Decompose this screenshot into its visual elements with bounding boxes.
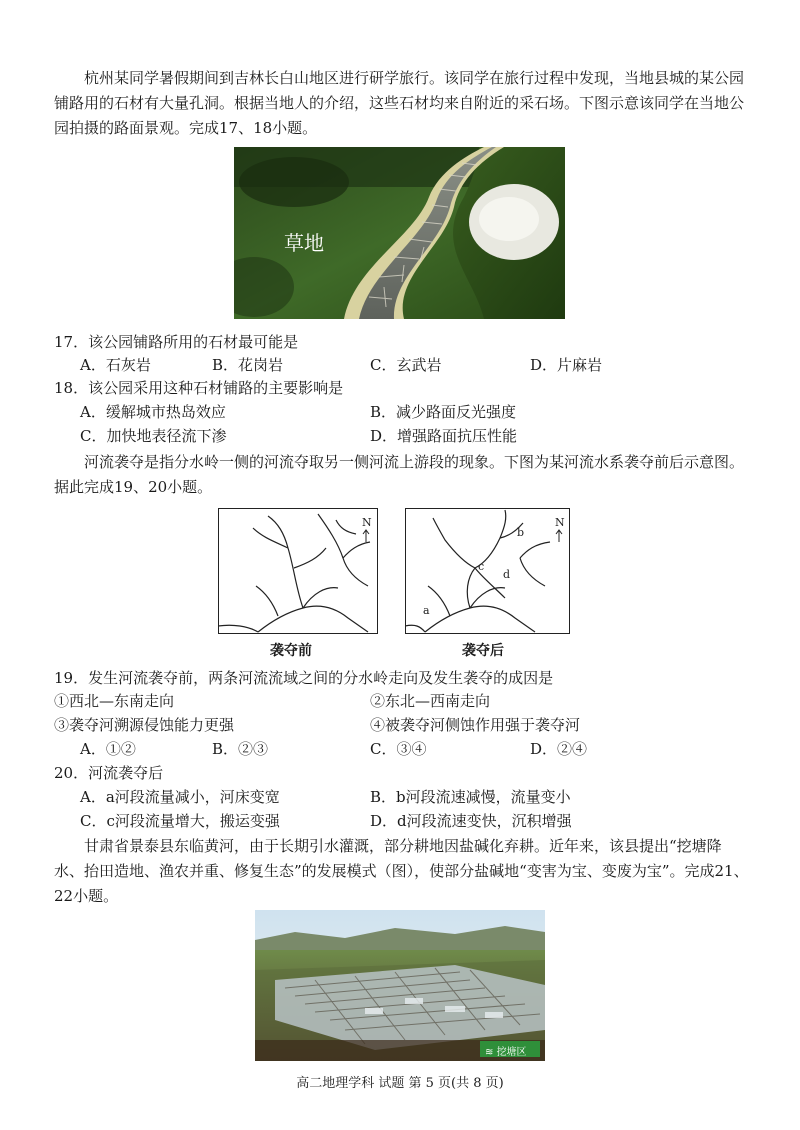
label-a: a <box>423 604 430 617</box>
q19-option-b: B．②③ <box>212 740 269 758</box>
q19-stem: 19．发生河流袭夺前，两条河流流域之间的分水岭走向及发生袭夺的成因是 <box>54 669 554 687</box>
q19-statement-4: ④被袭夺河侧蚀作用强于袭夺河 <box>370 716 581 734</box>
label-c: c <box>478 560 485 573</box>
map-after <box>405 508 570 634</box>
caption-after: 袭夺后 <box>462 643 504 659</box>
q19-option-c: C．③④ <box>370 740 427 758</box>
q20-option-a: A．a河段流量减小，河床变宽 <box>80 788 280 806</box>
intro-paragraph-1: 杭州某同学暑假期间到吉林长白山地区进行研学旅行。该同学在旅行过程中发现，当地县城的某公园铺路用的石材有大量孔洞。根据当地人的介绍，这些石材均来自附近的采石场。下图示意该同学在当地公园拍摄的路面景观。完成17、18小题。 <box>54 69 745 137</box>
q18-stem: 18．该公园采用这种石材铺路的主要影响是 <box>54 379 344 397</box>
q20-stem: 20．河流袭夺后 <box>54 764 164 782</box>
q19-statement-2: ②东北—西南走向 <box>370 692 491 710</box>
q19-statement-3: ③袭夺河溯源侵蚀能力更强 <box>54 716 235 734</box>
q17-option-b: B．花岗岩 <box>212 356 284 374</box>
q20-option-b: B．b河段流速减慢，流量变小 <box>370 788 571 806</box>
pond-area-label: 挖塘区 <box>496 1047 527 1058</box>
q18-option-c: C．加快地表径流下渗 <box>80 427 227 445</box>
q18-option-b: B．减少路面反光强度 <box>370 403 517 421</box>
caption-before: 袭夺前 <box>270 643 312 659</box>
intro-paragraph-3: 甘肃省景泰县东临黄河，由于长期引水灌溉，部分耕地因盐碱化弃耕。近年来，该县提出“挖塘降水、抬田造地、渔农并重、修复生态”的发展模式（图），使部分盐碱地“变害为宝、变废为宝”。完成21、22小题。 <box>54 837 749 905</box>
label-b: b <box>517 526 525 539</box>
grassland-label: 草地 <box>284 231 324 255</box>
q19-option-d: D．②④ <box>530 740 588 758</box>
q17-option-c: C．玄武岩 <box>370 356 442 374</box>
q20-option-d: D．d河段流速变快，沉积增强 <box>370 812 572 830</box>
north-label-before: N <box>362 516 372 529</box>
q17-stem: 17．该公园铺路所用的石材最可能是 <box>54 333 299 351</box>
pond-area-tag <box>485 1043 527 1058</box>
q17-option-d: D．片麻岩 <box>530 356 603 374</box>
label-d: d <box>503 568 511 581</box>
pond-photo <box>255 910 545 1061</box>
map-before <box>218 508 378 634</box>
north-label-after: N <box>555 516 565 529</box>
q18-option-a: A．缓解城市热岛效应 <box>80 403 226 421</box>
path-photo <box>234 147 565 319</box>
pond-icon: ≋ <box>485 1047 497 1058</box>
page-footer: 高二地理学科 试题 第 5 页(共 8 页) <box>296 1076 504 1091</box>
q20-option-c: C．c河段流量增大，搬运变强 <box>80 812 280 830</box>
q18-option-d: D．增强路面抗压性能 <box>370 427 518 445</box>
q17-option-a: A．石灰岩 <box>80 356 151 374</box>
q19-option-a: A．①② <box>80 740 136 758</box>
intro-paragraph-2: 河流袭夺是指分水岭一侧的河流夺取另一侧河流上游段的现象。下图为某河流水系袭夺前后示意图。据此完成19、20小题。 <box>54 453 745 496</box>
q19-statement-1: ①西北—东南走向 <box>54 692 175 710</box>
pond-photo-image <box>255 910 545 1061</box>
